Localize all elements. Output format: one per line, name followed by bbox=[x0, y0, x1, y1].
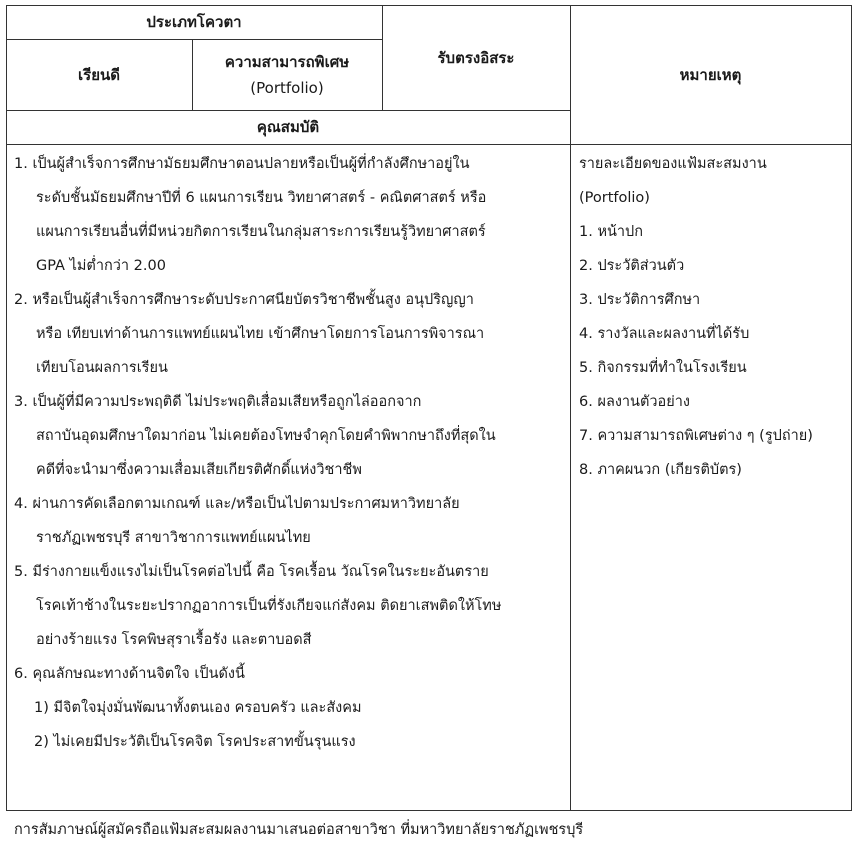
remarks-line: 4. รางวัลและผลงานที่ได้รับ bbox=[579, 326, 750, 342]
remarks-line: 8. ภาคผนวก (เกียรติบัตร) bbox=[579, 462, 742, 478]
header-special-ability bbox=[192, 39, 382, 110]
header-special-ability-line2: (Portfolio) bbox=[250, 78, 324, 97]
remarks-line: 1. หน้าปก bbox=[579, 224, 644, 240]
remarks-line: 3. ประวัติการศึกษา bbox=[579, 292, 701, 308]
qualification-line: 5. มีร่างกายแข็งแรงไม่เป็นโรคต่อไปนี้ คือ โรคเรื้อน วัณโรคในระยะอันตราย bbox=[14, 564, 489, 580]
header-quota-type: ประเภทโควตา bbox=[146, 13, 242, 31]
qualification-line: 1) มีจิตใจมุ่งมั่นพัฒนาทั้งตนเอง ครอบครัว และสังคม bbox=[34, 700, 362, 716]
remarks-line: 5. กิจกรรมที่ทำในโรงเรียน bbox=[579, 360, 747, 376]
remarks-line: รายละเอียดของแฟ้มสะสมงาน bbox=[579, 156, 767, 172]
qualification-line: 1. เป็นผู้สำเร็จการศึกษามัธยมศึกษาตอนปลายหรือเป็นผู้ที่กำลังศึกษาอยู่ใน bbox=[14, 156, 470, 172]
table-border-bottom bbox=[6, 810, 852, 811]
qualification-line: ราชภัฏเพชรบุรี สาขาวิชาการแพทย์แผนไทย bbox=[36, 530, 311, 546]
qualification-line: GPA ไม่ต่ำกว่า 2.00 bbox=[36, 258, 166, 274]
header-special-ability-line1: ความสามารถพิเศษ bbox=[224, 52, 350, 71]
qualification-line: แผนการเรียนอื่นที่มีหน่วยกิตการเรียนในกลุ่มสาระการเรียนรู้วิทยาศาสตร์ bbox=[36, 224, 486, 240]
qualification-line: 2. หรือเป็นผู้สำเร็จการศึกษาระดับประกาศนียบัตรวิชาชีพชั้นสูง อนุปริญญา bbox=[14, 292, 474, 308]
qualification-line: คดีที่จะนำมาซึ่งความเสื่อมเสียเกียรติศักดิ์แห่งวิชาชีพ bbox=[36, 462, 362, 478]
qualification-line: ระดับชั้นมัธยมศึกษาปีที่ 6 แผนการเรียน วิทยาศาสตร์ - คณิตศาสตร์ หรือ bbox=[36, 190, 487, 206]
qualifications-list bbox=[14, 147, 501, 759]
remarks-line: 6. ผลงานตัวอย่าง bbox=[579, 394, 690, 410]
qualification-line: หรือ เทียบเท่าด้านการแพทย์แผนไทย เข้าศึกษาโดยการโอนการพิจารณา bbox=[36, 326, 485, 342]
qualification-line: สถาบันอุดมศึกษาใดมาก่อน ไม่เคยต้องโทษจำคุกโดยคำพิพากษาถึงที่สุดใน bbox=[36, 428, 496, 444]
remarks-list bbox=[579, 147, 813, 487]
header-qualifications: คุณสมบัติ bbox=[256, 118, 320, 136]
header-good-student: เรียนดี bbox=[78, 65, 120, 84]
divider-under-header bbox=[6, 144, 852, 145]
qualification-line: 4. ผ่านการคัดเลือกตามเกณฑ์ และ/หรือเป็นไปตามประกาศมหาวิทยาลัย bbox=[14, 496, 460, 512]
footer-note: การสัมภาษณ์ผู้สมัครถือแฟ้มสะสมผลงานมาเสนอต่อสาขาวิชา ที่มหาวิทยาลัยราชภัฏเพชรบุรี bbox=[14, 822, 584, 838]
table-border-right bbox=[851, 5, 852, 811]
qualification-line: 6. คุณลักษณะทางด้านจิตใจ เป็นดังนี้ bbox=[14, 666, 245, 682]
qualification-line: อย่างร้ายแรง โรคพิษสุราเรื้อรัง และตาบอดสี bbox=[36, 632, 312, 648]
qualification-line: 3. เป็นผู้ที่มีความประพฤติดี ไม่ประพฤติเสื่อมเสียหรือถูกไล่ออกจาก bbox=[14, 394, 422, 410]
qualification-line: เทียบโอนผลการเรียน bbox=[36, 360, 168, 376]
remarks-line: (Portfolio) bbox=[579, 190, 650, 206]
header-remarks: หมายเหตุ bbox=[679, 65, 742, 84]
remarks-line: 7. ความสามารถพิเศษต่าง ๆ (รูปถ่าย) bbox=[579, 428, 813, 444]
remarks-line: 2. ประวัติส่วนตัว bbox=[579, 258, 685, 274]
qualification-line: 2) ไม่เคยมีประวัติเป็นโรคจิต โรคประสาทขั้นรุนแรง bbox=[34, 734, 356, 750]
qualification-line: โรคเท้าช้างในระยะปรากฏอาการเป็นที่รังเกียจแก่สังคม ติดยาเสพติดให้โทษ bbox=[36, 598, 502, 614]
header-direct-admission: รับตรงอิสระ bbox=[437, 48, 515, 67]
